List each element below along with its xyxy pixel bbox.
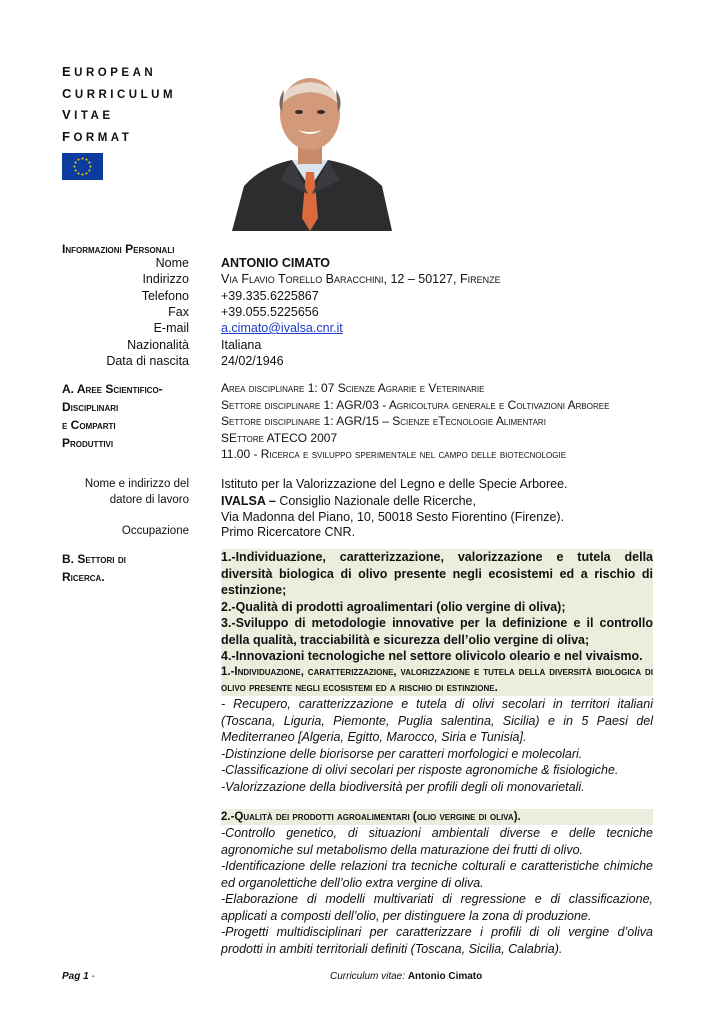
label-email: E-mail <box>153 321 189 335</box>
value-telefono: +39.335.6225867 <box>221 289 319 303</box>
employer-org <box>221 493 568 510</box>
area-line: SEttore ATECO 2007 <box>221 430 338 445</box>
title-line: VITAE <box>62 107 114 122</box>
area-line: Area disciplinare 1: 07 Scienze Agrarie e Veterinarie <box>221 381 485 395</box>
label-fax: Fax <box>168 305 189 319</box>
section-title-line: Produttivi <box>62 436 114 450</box>
label-telefono: Telefono <box>141 289 189 303</box>
footer-cv-name: Antonio Cimato <box>407 971 483 982</box>
value-fax: +39.055.5225656 <box>221 305 319 319</box>
research-summary-item: 2.-Qualità di prodotti agroalimentari (olio vergine di oliva); <box>221 599 653 616</box>
section-title-line: A. Aree Scientifico- <box>62 382 163 396</box>
employer-label-line: Nome e indirizzo del <box>84 478 189 490</box>
area-line: 11.00 - Ricerca e sviluppo sperimentale nel campo delle biotecnologie <box>221 447 567 461</box>
title-line: EUROPEAN <box>62 64 157 79</box>
section-title-line: B. Settori di <box>62 552 126 566</box>
document-title <box>62 62 176 148</box>
footer-cv <box>330 971 482 982</box>
title-line: CURRICULUM <box>62 85 177 101</box>
area-line: Settore disciplinare 1: AGR/03 - Agricoltura generale e Coltivazioni Arboree <box>221 397 610 412</box>
value-nazionalita: Italiana <box>221 338 262 352</box>
research-detail-title: 2.-Qualità dei prodotti agroalimentari (olio vergine di oliva). <box>221 809 653 825</box>
value-nome: ANTONIO CIMATO <box>221 256 331 270</box>
research-detail-item: -Classificazione di olivi secolari per risposte agronomiche & fisiologiche. <box>221 763 619 777</box>
occupation-value: Primo Ricercatore CNR. <box>221 525 356 539</box>
research-summary-item: 1.-Individuazione, caratterizzazione, valorizzazione e tutela della diversità biologica di olivo presente negli ecosistemi ed a rischio di estinzione; <box>221 550 653 597</box>
research-detail-title: 1.-Individuazione, caratterizzazione, valorizzazione e tutela della diversità biologica di olivo presente negli ecosistemi ed a rischio di estinzione. <box>221 666 653 694</box>
section-title-research <box>62 550 126 586</box>
research-detail-item: -Valorizzazione della biodiversità per profili degli oli monovarietali. <box>221 779 585 794</box>
portrait-photo <box>222 68 398 231</box>
value-indirizzo: Via Flavio Torello Baracchini, 12 – 50127, Firenze <box>221 272 501 286</box>
research-detail-item: -Distinzione delle biorisorse per caratteri morfologici e molecolari. <box>221 746 583 761</box>
value-data-nascita: 24/02/1946 <box>221 354 284 368</box>
research-summary <box>221 549 653 665</box>
section-title-line: e Comparti <box>62 418 116 432</box>
section-title-personal: Informazioni Personali <box>62 242 175 256</box>
employer-org-name: Consiglio Nazionale delle Ricerche, <box>275 493 476 508</box>
research-detail-item: -Identificazione delle relazioni tra tecniche colturali e caratteristiche chimiche ed organolettiche dell’olio extra vergine di oliva. <box>221 859 653 890</box>
email-link[interactable]: a.cimato@ivalsa.cnr.it <box>221 321 343 335</box>
label-nome: Nome <box>155 256 189 270</box>
section-title-line: Disciplinari <box>62 400 119 414</box>
label-indirizzo: Indirizzo <box>142 272 189 286</box>
employer-label-line: datore di lavoro <box>109 494 189 506</box>
area-line: Settore disciplinare 1: AGR/15 – Scienze eTecnologie Alimentari <box>221 414 546 428</box>
research-detail-item: -Elaborazione di modelli multivariati di regressione e di classificazione, applicati a composti dell’olio, per distinguere la zona di produzione. <box>221 892 653 923</box>
occupation-label: Occupazione <box>121 525 189 537</box>
label-data-nascita: Data di nascita <box>106 354 189 368</box>
research-detail-item: -Progetti multidisciplinari per caratterizzare i profili di oli vergine d’oliva prodotti in ambiti territoriali definiti (Toscana, Sicilia, Calabria). <box>221 925 653 956</box>
label-nazionalita: Nazionalità <box>127 338 189 352</box>
research-summary-item: 3.-Sviluppo di metodologie innovative per la definizione e il controllo della qualità, tracciabilità e sicurezza dell’olio vergine di oliva; <box>221 616 653 647</box>
title-line: FORMAT <box>62 128 133 144</box>
page-number-suffix: - <box>88 971 95 982</box>
employer-label <box>61 476 189 508</box>
section-title-line: Ricerca. <box>62 570 105 584</box>
research-detail-item: - Recupero, caratterizzazione e tutela di olivi secolari in territori italiani (Toscana, Liguria, Piemonte, Puglia salentina, Sicilia) e in 5 Paesi del Mediterraneo [Algeria, Egitto, Marocco, Siria e Tunisia]. <box>221 697 653 744</box>
section-title-areas <box>62 380 163 452</box>
research-detail-item: -Controllo genetico, di situazioni ambientali diverse e delle tecniche agronomiche sul metabolismo della maturazione dei frutti di olivo. <box>221 826 653 857</box>
eu-flag-icon <box>62 153 103 180</box>
page-number-label: Pag 1 <box>62 971 89 982</box>
employer-address: Via Madonna del Piano, 10, 50018 Sesto Fiorentino (Firenze). <box>221 510 565 524</box>
research-summary-item: 4.-Innovazioni tecnologiche nel settore olivicolo oleario e nel vivaismo. <box>221 648 653 665</box>
areas-list <box>221 380 609 463</box>
page-number <box>62 971 95 982</box>
footer-cv-label: Curriculum vitae: <box>330 971 408 982</box>
employer-info <box>221 476 568 526</box>
employer-institute: Istituto per la Valorizzazione del Legno e delle Specie Arboree. <box>221 477 568 491</box>
research-detail-2 <box>221 809 653 957</box>
employer-acronym: IVALSA – <box>221 493 276 508</box>
research-detail-1 <box>221 664 653 795</box>
